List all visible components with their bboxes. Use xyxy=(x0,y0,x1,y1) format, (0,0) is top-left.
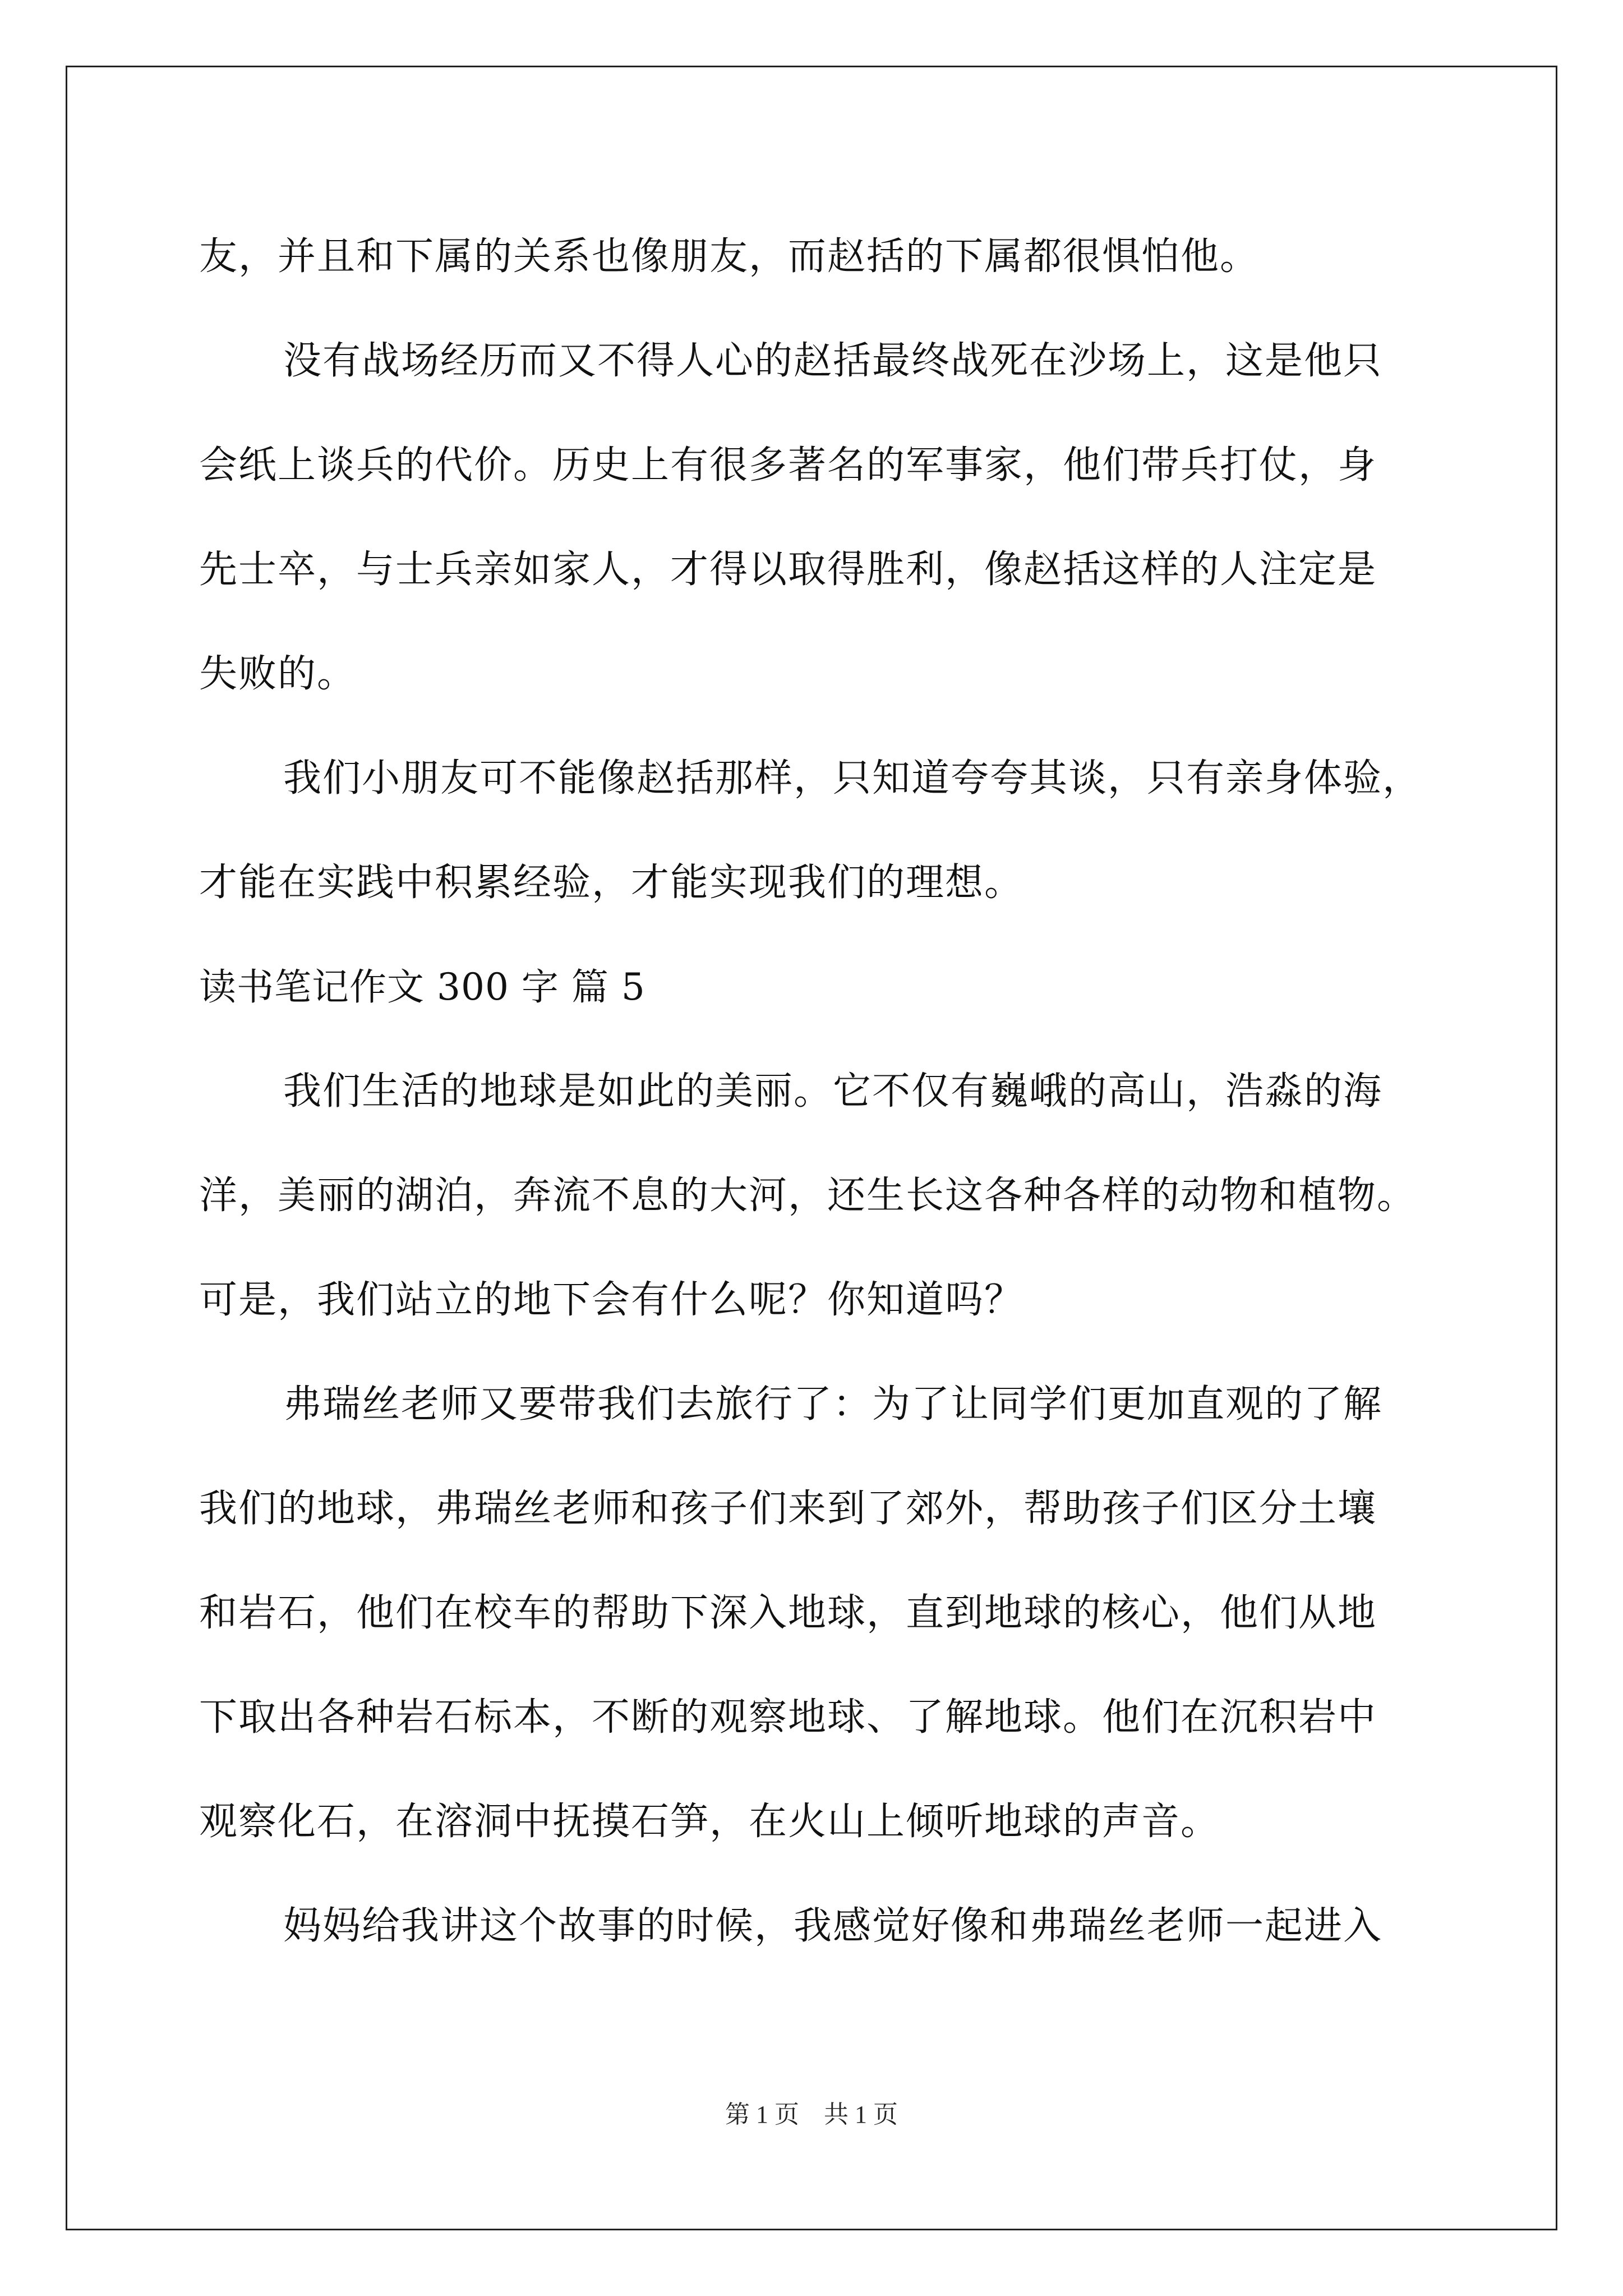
text-line: 我们的地球，弗瑞丝老师和孩子们来到了郊外，帮助孩子们区分土壤 xyxy=(199,1487,1377,1531)
section-heading: 读书笔记作文 300 字 篇 5 xyxy=(199,965,645,1009)
text-line: 下取出各种岩石标本，不断的观察地球、了解地球。他们在沉积岩中 xyxy=(199,1695,1377,1740)
paragraph-start-line: 没有战场经历而又不得人心的赵括最终战死在沙场上，这是他只 xyxy=(283,339,1383,383)
text-line: 失败的。 xyxy=(199,652,357,696)
paragraph-start-line: 我们生活的地球是如此的美丽。它不仅有巍峨的高山，浩淼的海 xyxy=(283,1069,1383,1114)
document-body xyxy=(199,205,1450,1978)
text-line: 洋，美丽的湖泊，奔流不息的大河，还生长这各种各样的动物和植物。 xyxy=(199,1174,1417,1218)
paragraph-start-line: 妈妈给我讲这个故事的时候，我感觉好像和弗瑞丝老师一起进入 xyxy=(283,1904,1383,1948)
text-line: 和岩石，他们在校车的帮助下深入地球，直到地球的核心，他们从地 xyxy=(199,1591,1377,1635)
text-line: 友，并且和下属的关系也像朋友，而赵括的下属都很惧怕他。 xyxy=(199,234,1260,279)
text-line: 观察化石，在溶洞中抚摸石笋，在火山上倾听地球的声音。 xyxy=(199,1800,1220,1844)
paragraph-start-line: 我们小朋友可不能像赵括那样，只知道夸夸其谈，只有亲身体验， xyxy=(283,756,1422,800)
text-line: 可是，我们站立的地下会有什么呢？你知道吗？ xyxy=(199,1278,1024,1322)
text-line: 才能在实践中积累经验，才能实现我们的理想。 xyxy=(199,861,1024,905)
text-line: 会纸上谈兵的代价。历史上有很多著名的军事家，他们带兵打仗，身 xyxy=(199,443,1377,487)
text-line: 先士卒，与士兵亲如家人，才得以取得胜利，像赵括这样的人注定是 xyxy=(199,547,1377,592)
page-number-footer: 第 1 页 共 1 页 xyxy=(725,2101,898,2128)
paragraph-start-line: 弗瑞丝老师又要带我们去旅行了：为了让同学们更加直观的了解 xyxy=(283,1382,1383,1427)
